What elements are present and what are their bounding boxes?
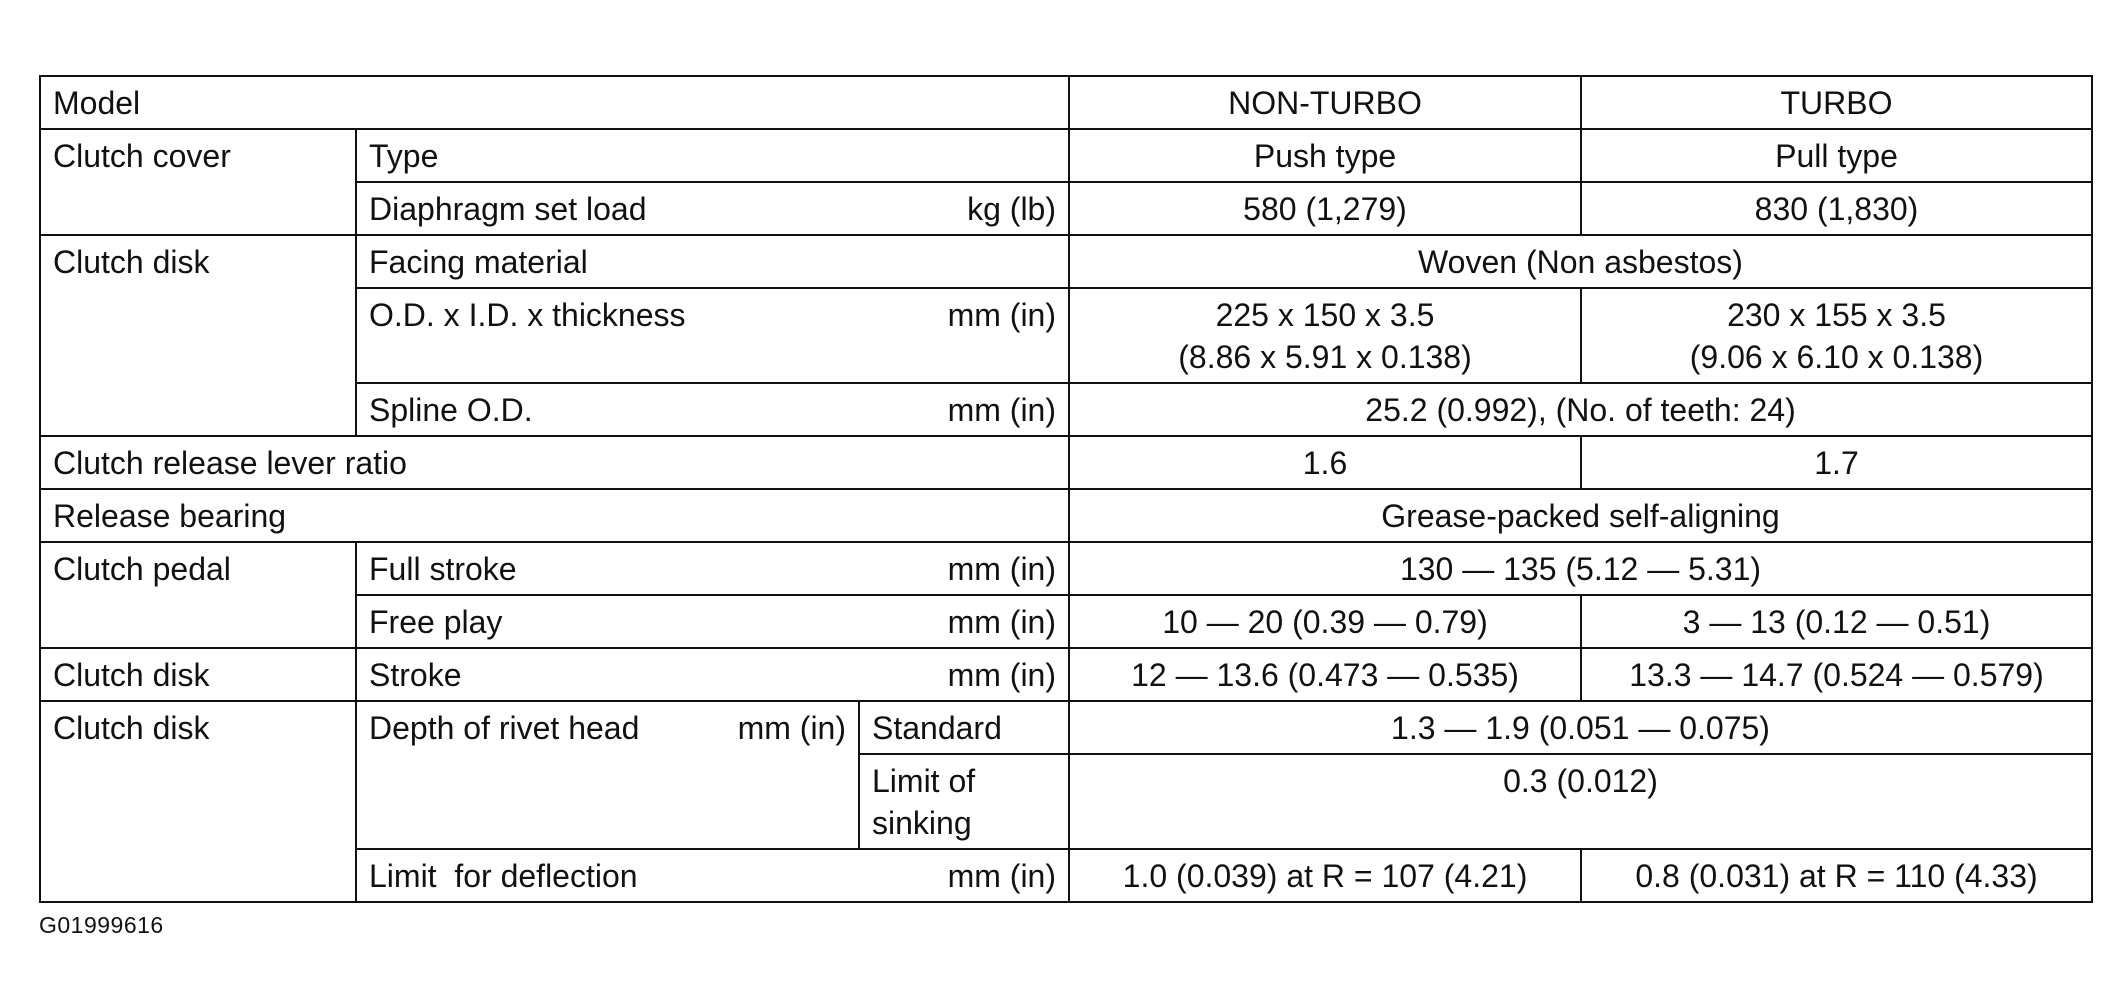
rivet-cell [356,701,859,849]
dimensions-non-turbo-in: (8.86 x 5.91 x 0.138) [1178,339,1472,375]
facing-value: Woven (Non asbestos) [1069,235,2092,288]
spline-cell [356,383,1069,436]
clutch-disk-label-2: Clutch disk [40,648,356,701]
free-play-cell [356,595,1069,648]
table-row-model [40,76,2092,129]
dimensions-unit: mm (in) [947,297,1056,333]
deflection-label: Limit for deflection [369,858,638,894]
table-row-lever-ratio [40,436,2092,489]
stroke-cell [356,648,1069,701]
stroke-label: Stroke [369,657,462,693]
dimensions-turbo-in: (9.06 x 6.10 x 0.138) [1689,339,1984,375]
type-non-turbo: Push type [1069,129,1581,182]
clutch-spec-table [39,75,2093,903]
table-row-facing [40,235,2092,288]
diaphragm-non-turbo: 580 (1,279) [1069,182,1581,235]
lever-ratio-turbo: 1.7 [1581,436,2092,489]
release-bearing-value: Grease-packed self-aligning [1069,489,2092,542]
diaphragm-unit: kg (lb) [967,191,1056,227]
diaphragm-label: Diaphragm set load [369,191,647,227]
release-bearing-label: Release bearing [40,489,1069,542]
dimensions-non-turbo [1069,288,1581,383]
rivet-unit: mm (in) [737,710,846,746]
rivet-label: Depth of rivet head [369,710,640,746]
limit-of-sinking-value: 0.3 (0.012) [1069,754,2092,849]
dimensions-label: O.D. x I.D. x thickness [369,297,686,333]
standard-value: 1.3 — 1.9 (0.051 — 0.075) [1069,701,2092,754]
standard-label: Standard [859,701,1069,754]
free-play-unit: mm (in) [947,604,1056,640]
stroke-non-turbo: 12 — 13.6 (0.473 — 0.535) [1069,648,1581,701]
lever-ratio-label: Clutch release lever ratio [40,436,1069,489]
table-row-release-bearing [40,489,2092,542]
limit-of-sinking-line-1: Limit of [872,763,976,799]
diaphragm-cell [356,182,1069,235]
diaphragm-turbo: 830 (1,830) [1581,182,2092,235]
limit-of-sinking-label [859,754,1069,849]
model-header: Model [40,76,1069,129]
free-play-turbo: 3 — 13 (0.12 — 0.51) [1581,595,2092,648]
dimensions-turbo-mm: 230 x 155 x 3.5 [1727,297,1946,333]
full-stroke-cell [356,542,1069,595]
clutch-pedal-label: Clutch pedal [40,542,356,648]
deflection-unit: mm (in) [947,858,1056,894]
type-label: Type [356,129,1069,182]
stroke-turbo: 13.3 — 14.7 (0.524 — 0.579) [1581,648,2092,701]
dimensions-cell [356,288,1069,383]
deflection-non-turbo: 1.0 (0.039) at R = 107 (4.21) [1069,849,1581,902]
figure-code: G01999616 [39,912,164,938]
clutch-disk-label-3: Clutch disk [40,701,356,902]
free-play-non-turbo: 10 — 20 (0.39 — 0.79) [1069,595,1581,648]
type-turbo: Pull type [1581,129,2092,182]
clutch-disk-label-1: Clutch disk [40,235,356,436]
table-row-rivet-standard [40,701,2092,754]
full-stroke-unit: mm (in) [947,551,1056,587]
table-row-clutch-cover-type [40,129,2092,182]
lever-ratio-non-turbo: 1.6 [1069,436,1581,489]
free-play-label: Free play [369,604,503,640]
facing-label: Facing material [356,235,1069,288]
full-stroke-value: 130 — 135 (5.12 — 5.31) [1069,542,2092,595]
dimensions-turbo [1581,288,2092,383]
turbo-header: TURBO [1581,76,2092,129]
limit-of-sinking-line-2: sinking [872,805,972,841]
spline-unit: mm (in) [947,392,1056,428]
clutch-cover-label: Clutch cover [40,129,356,235]
stroke-unit: mm (in) [947,657,1056,693]
table-row-stroke [40,648,2092,701]
deflection-cell [356,849,1069,902]
table-row-full-stroke [40,542,2092,595]
non-turbo-header: NON-TURBO [1069,76,1581,129]
dimensions-non-turbo-mm: 225 x 150 x 3.5 [1215,297,1435,333]
spline-value: 25.2 (0.992), (No. of teeth: 24) [1069,383,2092,436]
full-stroke-label: Full stroke [369,551,517,587]
deflection-turbo: 0.8 (0.031) at R = 110 (4.33) [1581,849,2092,902]
spline-label: Spline O.D. [369,392,533,428]
